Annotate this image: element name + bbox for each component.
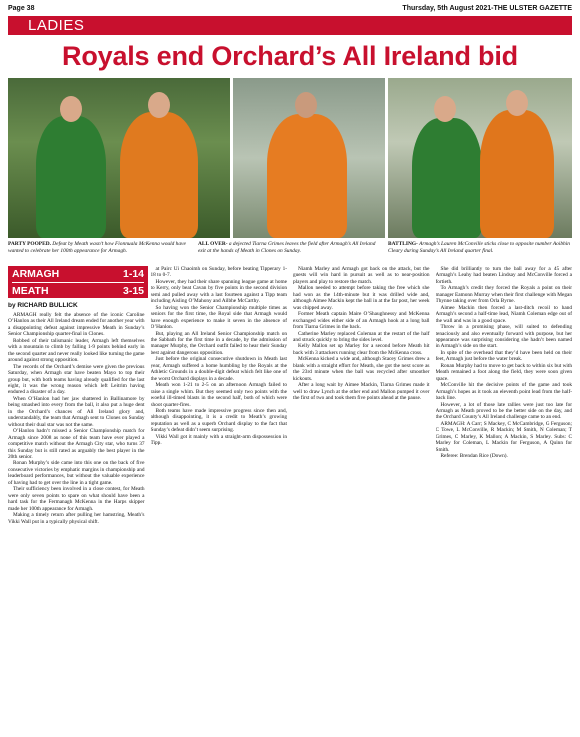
photo-all-over [233, 78, 385, 238]
article-paragraph: O’Hanlon hadn’t missed a Senior Championship match for Armagh since 2008 as none of this team have ever played a competitive match without the Armagh City star, who turns 37 this Sunday but is still rated as arguably the best player in the 20th senior. [8, 428, 145, 460]
article-paragraph: After a long wait by Aimee Mackin, Tiarna Grimes made it well to draw Lynch at the other end and Mallon pumped it over the first of two and took them five points ahead at the pause. [293, 382, 430, 402]
article-paragraph: The records of the Orchard’s demise were given the previous Saturday, when Armagh star have beaten Mayo to top their group but, with both teams having already qualified for the last eight, it was the wrong reason which left Leitrim having endured a disaster of a day. [8, 363, 145, 396]
caption-3 [388, 241, 572, 267]
article-paragraph: In spite of the overhead that they’d have been held on their feet, Armagh just before the water break. [435, 349, 572, 363]
referee-line: Referee: Brendan Rice (Down). [440, 453, 508, 460]
article-paragraph: But, playing an All Ireland Senior Championship match on the Sabbath for the first time in a decade, by the admission of manager Murphy, the Orchard outfit failed to hear their Sunday best against dangerous opposition. [150, 330, 287, 356]
section-label: LADIES [28, 17, 85, 34]
team-lineups: ARMAGH: A Carr; S Mackey, C McCambridge, G Ferguson; C Towe, L McConville, R Mackin; M Smith, N Coleman; T Grimes, C Marley, K Mallon; A Mackin, S Marley. Subs: C Marley for Coleman, L Mackin for Ferguson, A Quinn for Smith. [435, 420, 572, 453]
caption-3-lead: BATTLING- [388, 241, 418, 247]
article-paragraph: Former Meath captain Maire O’Shaughnessy and McKenna exchanged wides either side of an Armagh hook at a long ball from Tiarna Grimes in the back. [293, 311, 430, 331]
score-armagh: 1-14 [122, 268, 144, 280]
score-meath: 3-15 [122, 285, 144, 297]
article-paragraph: When O’Hanlon had her jaw shattered in Ballinamore by being smashed into every from the ball, it also put a huge dent in the Orchard’s chances of All Ireland glory and, understandably, the team that Armagh sent to Clones on Sunday without their dual star was not the same. [8, 395, 145, 428]
page-number: Page 38 [8, 4, 35, 12]
section-banner [8, 16, 572, 35]
caption-2-text: a dejected Tiarna Grimes leaves the field after Armagh’s All Ireland exit at the hands of Meath in Clones on Sunday. [198, 241, 376, 254]
score-row-armagh [12, 266, 144, 283]
team-armagh: ARMAGH [12, 268, 60, 280]
article-column-1 [8, 312, 145, 732]
article-paragraph: Catherine Marley replaced Coleman at the restart of the half and struck quickly to bring the sides level. [293, 330, 430, 343]
article-paragraph: Ronan Murphy had to move to get back to within six but with Meath remained a foot along the field, they were soon given space. [435, 362, 572, 382]
page-header-bar [8, 2, 572, 14]
article-paragraph: Ronan Murphy’s side came into this one on the back of five consecutive victories by emphatic margins in championship and leaderboard performances, but without the valuable experience of having had to get over the line in a tight game. [8, 460, 145, 486]
photo-strip [8, 78, 572, 238]
article-paragraph: However, a lot of those late rallies were just too late for Armagh as Meath proved to be the better side on the day, and the Orchard County’s All Ireland challenge came to an end. [435, 401, 572, 421]
score-row-meath [12, 283, 144, 299]
caption-1-text: Defeat by Meath wasn’t how Fionnuala McKenna would have wanted to celebrate her 100th appearance for Armagh. [8, 241, 186, 254]
article-column-2 [151, 266, 288, 732]
article-paragraph: However, they had their share spanning league game at home to Kerry, only beat Cavan by five points in the second division semi and pulled away with a last fourteen against a Tipp team including Aisling O’Mahony and Ailbhe McCarthy. [150, 278, 287, 305]
photo-battling [388, 78, 572, 238]
caption-3-text: Armagh’s Lauren McConville sticks close to opposite number Aoibhin Cleary during Sunday’s All Ireland quarter final. [388, 241, 570, 254]
caption-1 [8, 241, 192, 267]
article-paragraph: Kelly Mallon set up Marley for a second before Meath hit back with 3 attackers running clear from the McKenna cross. [293, 343, 430, 356]
headline: Royals end Orchard’s All Ireland bid [62, 41, 518, 71]
article-paragraph: Making a timely return after pulling her hamstring, Meath’s Vikki Wall put in a typically physical shift. [8, 512, 145, 525]
article-paragraph: Mallon needed to attempt before taking the free which she had won as the 14th-minute but it was drilled wide and, although Aimee Mackin kept the ball in at the far post, her week was chipped away. [293, 285, 430, 311]
byline: by RICHARD BULLICK [8, 302, 78, 309]
article-paragraph: So having won the Senior Championship multiple times as seniors for the first time, the Royal side that Armagh would have enough experience to make it seven in the absence of O’Hanlon. [150, 304, 287, 331]
article-paragraph: ARMAGH really felt the absence of the iconic Caroline O’Hanlon as their All Ireland dream ended for another year with a disappointing defeat against impressive Meath in Sunday’s Senior Championship quarter-final in Clones. [8, 312, 145, 338]
article-paragraph: Niamh Marley and Armagh got back on the attack, but the guests will win hard in pursuit as well as to near-position players and play to restore the match. [293, 266, 430, 285]
article-paragraph: Aimee Mackin then forced a last-ditch recoil to hand Armagh’s second a half-time lead, Niamh Coleman edge out of the wall and was in a good space. [435, 304, 572, 324]
article-paragraph: She did brilliantly to turn the ball away for a 45 after Armagh’s Leahy had beaten Lindsay and McConville forced a fortieth. [435, 266, 572, 285]
caption-2-lead: ALL OVER- [198, 241, 228, 247]
article-paragraph: Vikki Wall got it mainly with a straight-arm dispossession in Tipp. [150, 433, 287, 447]
caption-1-lead: PARTY POOPED. [8, 241, 51, 247]
article-paragraph: McConville hit the decisive points of the game and took Armagh’s hopes as it took an eleventh point lead from the half-back line. [435, 382, 572, 402]
photo-captions [8, 241, 572, 267]
article-column-4 [436, 266, 573, 732]
article-paragraph: McKenna kicked a wide and, although Stacey Grimes drew a blank with a straight effort for Meath, she got the next score as the 23rd minute when the ball was recycled after smoother kickouts. [293, 356, 430, 382]
team-meath: MEATH [12, 285, 49, 297]
article-paragraph: Throw in a promising phase, will suited to defending tenaciously and also eventually forward with purpose, but her appearance was surprising considering she hadn’t been named in Armagh’s side on the start. [435, 324, 572, 350]
score-box [8, 266, 148, 298]
article-paragraph: To Armagh’s credit they forced the Royals a point on their manager Eamonn Murray when their first challenge with Megan Thynne taking over from Orla Byrne. [435, 285, 572, 305]
article-paragraph: Their sufficiency been involved in a close contest, for Meath were only seven points to spare on what should have been a hard task for the Fermanagh McKenna in the Harps skipper made her 100th appearance for Armagh. [8, 486, 145, 512]
article-paragraph: Robbed of their talismanic leader, Armagh left themselves with a mountain to climb by falling 1-9 points behind early in the second quarter and never really looked like turning the game around against strong opposition. [8, 337, 145, 364]
article-paragraph: Both teams have made impressive progress since then and, although disappointing, it is a credit to Meath’s growing reputation as well as a superb Orchard display to the fact that Sunday’s defeat didn’t seem surprising. [150, 407, 287, 434]
article-paragraph: at Pairc Ui Chaoimh on Sunday, before beating Tipperary 1-18 to 0-7. [150, 266, 287, 279]
photo-party-pooped [8, 78, 230, 238]
article-paragraph: Just before the original consecutive shutdown in Meath last year, Armagh suffered a home humbling by the Royals at the Athletic Grounds in a double-digit defeat which felt like one of the worst Orchard displays in a decade. [150, 356, 287, 382]
issue-date: Thursday, 5th August 2021-THE ULSTER GAZETTE [402, 4, 572, 12]
caption-2 [198, 241, 382, 267]
article-paragraph: Meath won 1-21 to 2-5 on an afternoon Armagh failed to raise a single whim. But they seemed only two points with the woeful ill-timed blasts in the second half, both of which were shoot quarter-fires. [150, 382, 287, 408]
article-column-3 [293, 266, 430, 732]
